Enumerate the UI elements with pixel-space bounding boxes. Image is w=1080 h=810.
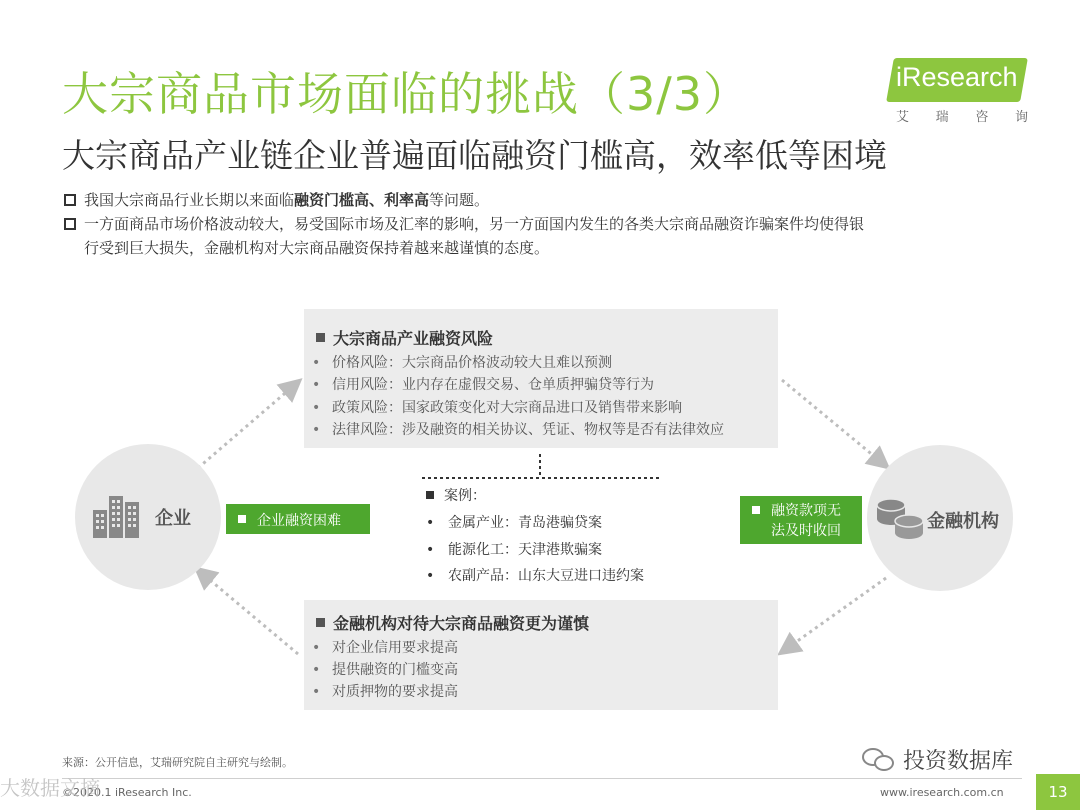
financing-risk-box <box>304 309 778 448</box>
bullet-dot-icon: • <box>426 568 435 584</box>
financial-institution-label: 金融机构 <box>927 511 999 532</box>
bullet-text: 我国大宗商品行业长期以来面临 <box>84 191 295 209</box>
caution-item <box>312 681 458 701</box>
risk-item-text: 政策风险：国家政策变化对大宗商品进口及销售带来影响 <box>332 400 682 416</box>
bullet-dot-icon: • <box>312 640 321 656</box>
logo-brand: iResearch <box>896 62 1018 92</box>
corner-watermark: 大数据文摘 <box>0 776 100 800</box>
caution-item-text: 提供融资的门槛变高 <box>332 662 458 678</box>
bullet-bold-text: 融资门槛高、利率高 <box>294 191 430 209</box>
arrow-company-to-risk <box>198 382 298 468</box>
bullet-dot-icon: • <box>426 515 435 531</box>
bullet-dot-icon: • <box>312 662 321 678</box>
caution-item <box>312 637 458 657</box>
left-tag-text: 企业融资困难 <box>257 513 341 529</box>
caution-box-heading <box>316 611 589 634</box>
case-item <box>426 512 602 532</box>
bullet-dot-icon: • <box>426 542 435 558</box>
financial-institution-node <box>867 445 1013 591</box>
tag-square-icon <box>238 515 246 523</box>
risk-item-text: 信用风险：业内存在虚假交易、仓单质押骗贷等行为 <box>332 377 654 393</box>
bullet-dot-icon: • <box>312 422 321 438</box>
arrow-caution-to-company <box>198 570 298 654</box>
caution-item <box>312 659 458 679</box>
caution-item-text: 对质押物的要求提高 <box>332 684 458 700</box>
bullet-dot-icon: • <box>312 377 321 393</box>
risk-box-heading <box>316 326 493 349</box>
arrow-bank-to-caution <box>782 578 886 652</box>
right-tag-line1: 融资款项无 <box>771 503 841 519</box>
caution-item-text: 对企业信用要求提高 <box>332 640 458 656</box>
arrow-risk-to-bank <box>782 380 886 466</box>
case-item <box>426 539 602 559</box>
slide-subtitle: 大宗商品产业链企业普遍面临融资门槛高，效率低等困境 <box>62 136 887 175</box>
logo-sub-char: 咨 <box>975 110 989 125</box>
bullet-text: 行受到巨大损失，金融机构对大宗商品融资保持着越来越谨慎的态度。 <box>84 239 550 257</box>
case-item-text: 金属产业：青岛港骗贷案 <box>448 515 602 531</box>
logo-sub-char: 询 <box>1014 110 1028 125</box>
coins-icon <box>873 495 927 541</box>
case-heading-text: 案例： <box>444 488 486 504</box>
bullet-text: 等问题。 <box>429 191 490 209</box>
tag-square-icon <box>752 506 760 514</box>
logo-sub-char: 瑞 <box>935 110 949 125</box>
risk-item-text: 法律风险：涉及融资的相关协议、凭证、物权等是否有法律效应 <box>332 422 724 438</box>
risk-heading-text: 大宗商品产业融资风险 <box>333 329 494 348</box>
risk-item <box>312 352 612 372</box>
case-square-icon <box>426 491 434 499</box>
wechat-icon <box>862 748 896 772</box>
right-tag-line2: 法及时收回 <box>771 523 841 539</box>
source-note: 来源：公开信息，艾瑞研究院自主研究与绘制。 <box>62 756 293 769</box>
copyright: ©2020.1 iResearch Inc. <box>62 786 192 799</box>
heading-square-icon <box>316 333 325 342</box>
case-item-text: 能源化工：天津港欺骗案 <box>448 542 602 558</box>
risk-item <box>312 397 682 417</box>
wechat-label: 投资数据库 <box>903 749 1014 774</box>
bank-caution-box <box>304 600 778 710</box>
loan-unrecoverable-tag <box>740 496 862 544</box>
slide-title: 大宗商品市场面临的挑战（3/3） <box>62 67 751 121</box>
case-item <box>426 565 644 585</box>
caution-heading-text: 金融机构对待大宗商品融资更为谨慎 <box>333 614 590 633</box>
risk-item-text: 价格风险：大宗商品价格波动较大且难以预测 <box>332 355 612 371</box>
risk-item <box>312 419 724 439</box>
wechat-watermark <box>862 744 1013 775</box>
company-node <box>75 444 221 590</box>
company-label: 企业 <box>155 508 191 529</box>
heading-square-icon <box>316 618 325 627</box>
company-financing-difficulty-tag <box>226 504 370 534</box>
logo-sub-char: 艾 <box>896 110 910 125</box>
bullet-dot-icon: • <box>312 400 321 416</box>
page-number: 13 <box>1036 774 1080 810</box>
bullet-dot-icon: • <box>312 684 321 700</box>
bullet-text: 一方面商品市场价格波动较大，易受国际市场及汇率的影响，另一方面国内发生的各类大宗商品融资诈骗案件均使得银 <box>84 215 865 233</box>
case-heading <box>426 485 486 505</box>
bullet-dot-icon: • <box>312 355 321 371</box>
footer-divider <box>62 778 1022 779</box>
buildings-icon <box>91 492 147 538</box>
case-item-text: 农副产品：山东大豆进口违约案 <box>448 568 644 584</box>
risk-item <box>312 374 654 394</box>
website-link[interactable]: www.iresearch.com.cn <box>880 786 1004 799</box>
